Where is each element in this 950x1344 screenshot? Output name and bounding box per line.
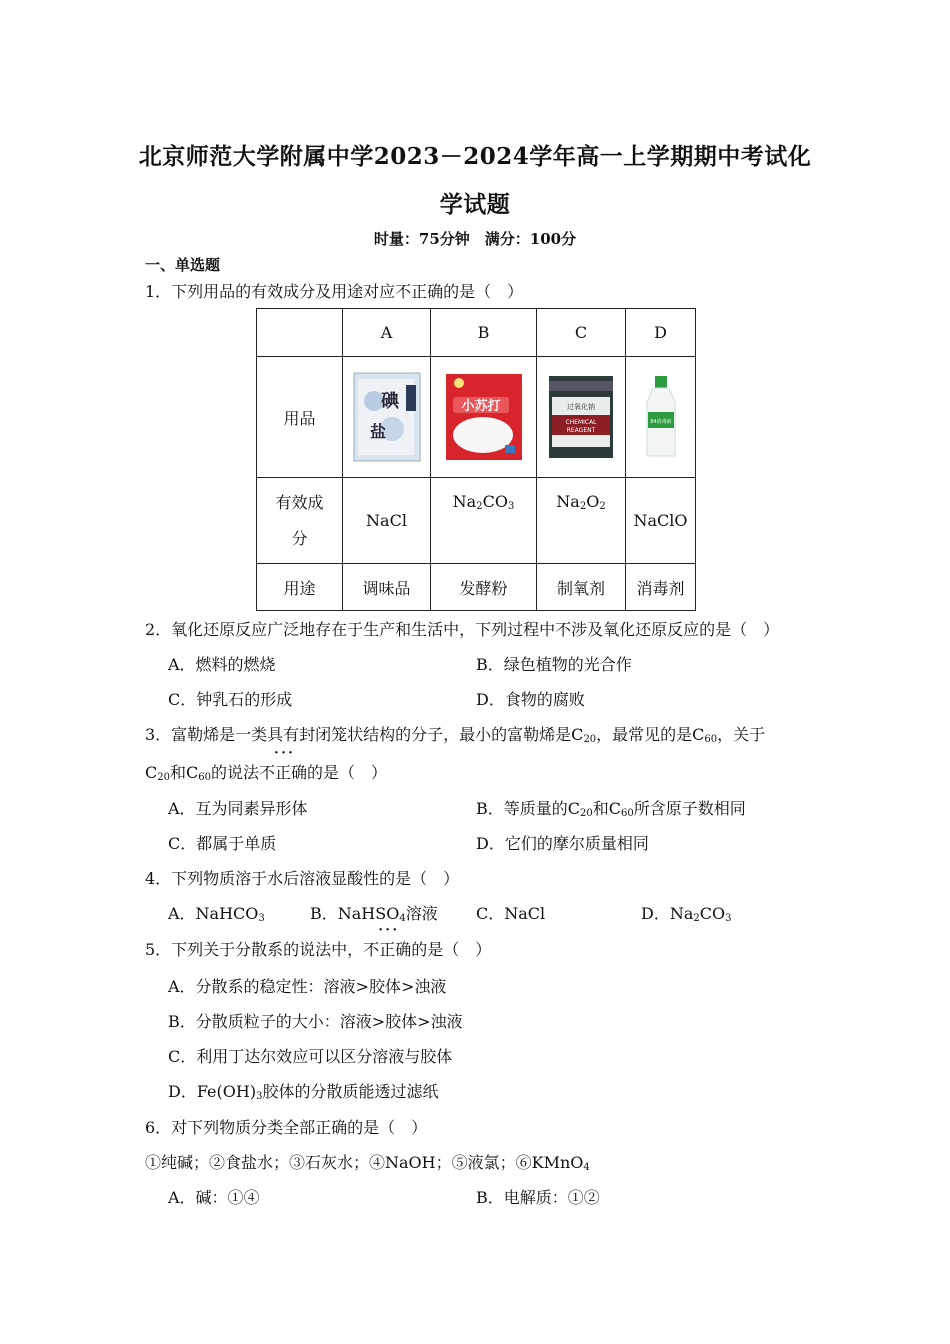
page-title: 北京师范大学附属中学2023－2024学年高一上学期期中考试化: [138, 143, 812, 170]
row-label-component: [257, 478, 343, 564]
question-3-option-a: A．互为同素异形体: [168, 799, 308, 818]
baking-soda-label: 小苏打: [460, 399, 501, 414]
question-1-table: [256, 308, 696, 611]
question-6-option-b: B．电解质：①②: [476, 1188, 600, 1207]
question-6-stem: 6．对下列物质分类全部正确的是（ ）: [145, 1118, 428, 1137]
question-5-option-b: B．分散质粒子的大小：溶液>胶体>浊液: [168, 1012, 463, 1031]
chemical-label: CHEMICAL: [565, 419, 597, 426]
row-label-item: 用品: [257, 357, 343, 478]
question-4-option-a: A．NaHCO$_3$: [168, 904, 265, 924]
question-2-option-a: A．燃料的燃烧: [168, 655, 276, 674]
use-b: 发酵粉: [431, 564, 537, 611]
question-3-option-c: C．都属于单质: [168, 834, 277, 853]
iodized-salt-image: [343, 357, 431, 478]
section-heading: 一、单选题: [145, 256, 221, 274]
question-3-stem: 3．富勒烯是一类具有封闭笼状结构的分子，最小的富勒烯是$C_{20}$，最常见的是$C_{60}$，关于: [145, 725, 766, 745]
use-a: 调味品: [343, 564, 431, 611]
page-title-continued: 学试题: [439, 191, 511, 218]
row-label-use: 用途: [257, 564, 343, 611]
baking-soda-image: [431, 357, 537, 478]
component-d: NaClO: [626, 478, 696, 564]
sodium-peroxide-label: 过氧化钠: [567, 403, 595, 411]
use-d: 消毒剂: [626, 564, 696, 611]
question-3-stem-continued: $C_{20}$和$C_{60}$的说法· · · 不正确的是（ ）: [145, 760, 387, 783]
table-corner-cell: [257, 309, 343, 357]
question-6-substance-list: ①纯碱；②食盐水；③石灰水；④NaOH；⑤液氯；⑥KMnO$_4$: [145, 1153, 590, 1173]
question-4-option-b: B．NaHSO$_4$溶液: [310, 904, 438, 924]
emphasis-not-correct: · · · 不正确: [259, 760, 307, 783]
question-3-option-d: D．它们的摩尔质量相同: [476, 834, 649, 853]
question-6-option-a: A．碱：①④: [168, 1188, 260, 1207]
exam-meta: 时量：75分钟 满分：100分: [373, 230, 577, 248]
header-b: B: [431, 309, 537, 357]
sodium-peroxide-image: [537, 357, 626, 478]
question-2-option-d: D．食物的腐败: [476, 690, 585, 709]
disinfectant-label: 84消毒液: [649, 419, 672, 425]
component-b: $Na_2CO_3$: [431, 478, 537, 564]
question-4-option-c: C．NaCl: [476, 904, 546, 923]
emphasis-not-correct-q5: · · · 不正确: [363, 937, 411, 960]
question-4-stem: 4．下列物质溶于水后溶液显酸性的是（ ）: [145, 869, 460, 888]
header-d: D: [626, 309, 696, 357]
question-2-option-b: B．绿色植物的光合作: [476, 655, 632, 674]
row-label-component-part1: 有效成: [275, 492, 324, 512]
disinfectant-image: [626, 357, 696, 478]
question-5-option-a: A．分散系的稳定性：溶液>胶体>浊液: [168, 977, 447, 996]
reagent-label: REAGENT: [566, 427, 596, 434]
header-a: A: [343, 309, 431, 357]
question-4-option-d: D．$Na_2CO_3$: [641, 904, 732, 924]
salt-char-1: 碘: [380, 391, 399, 412]
question-2-option-c: C．钟乳石的形成: [168, 690, 293, 709]
question-1-stem: 1．下列用品的有效成分及用途对应不正确的是（ ）: [145, 282, 524, 301]
salt-char-2: 盐: [369, 422, 386, 441]
row-label-component-part2: 分: [291, 528, 308, 548]
question-5-option-d: D．$Fe(OH)_3$胶体的分散质能透过滤纸: [168, 1082, 439, 1102]
header-c: C: [537, 309, 626, 357]
component-c: $Na_2O_2$: [537, 478, 626, 564]
question-3-option-b: B．等质量的$C_{20}$和$C_{60}$所含原子数相同: [476, 799, 746, 819]
component-a: NaCl: [343, 478, 431, 564]
question-2-stem: 2．氧化还原反应广泛地存在于生产和生活中，下列过程中不涉及氧化还原反应的是（ ）: [145, 620, 780, 639]
question-5-stem: 5．下列关于分散系的说法中，· · · 不正确的是（ ）: [145, 937, 491, 960]
use-c: 制氧剂: [537, 564, 626, 611]
question-5-option-c: C．利用丁达尔效应可以区分溶液与胶体: [168, 1047, 453, 1066]
